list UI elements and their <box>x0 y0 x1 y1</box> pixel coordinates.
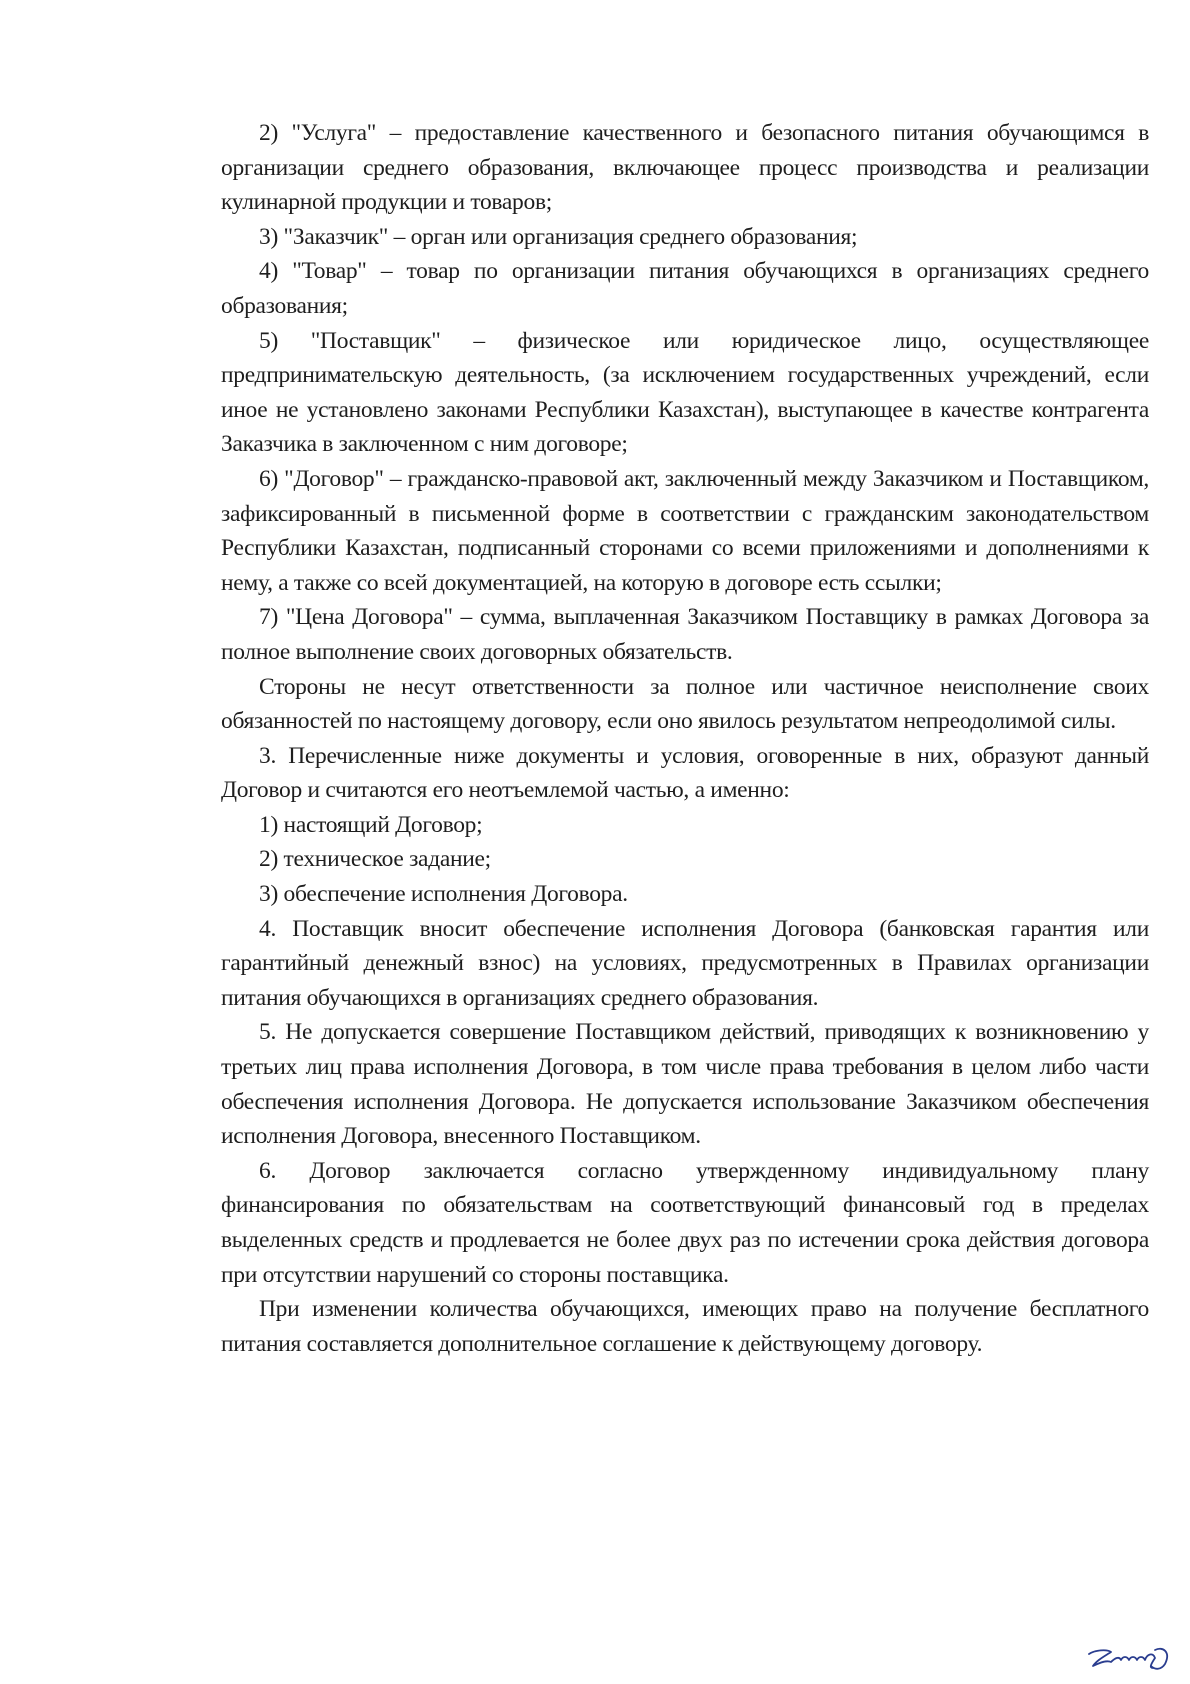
clause-3-item-1: 1) настоящий Договор; <box>259 811 483 838</box>
handwritten-signature <box>1085 1640 1175 1674</box>
definition-goods: 4) "Товар" – товар по организации питания обучающихся в организациях среднего образования; <box>221 258 1149 319</box>
definition-contract: 6) "Договор" – гражданско-правовой акт, заключенный между Заказчиком и Поставщиком, зафиксированный в письменной форме в соответствии с гражданским законодательством Республики Казахстан, подписанный сторонами со всеми приложениями и дополнениями к нему, а также со всей документацией, на которую в договоре есть ссылки; <box>221 465 1149 596</box>
definition-contract-price: 7) "Цена Договора" – сумма, выплаченная Заказчиком Поставщику в рамках Договора за полное выполнение своих договорных обязательств. <box>221 604 1149 665</box>
force-majeure-paragraph: Стороны не несут ответственности за полное или частичное неисполнение своих обязанностей по настоящему договору, если оно явилось результатом непреодолимой силы. <box>221 673 1149 735</box>
clause-3-item-3: 3) обеспечение исполнения Договора. <box>259 881 628 908</box>
student-count-change-paragraph: При изменении количества обучающихся, имеющих право на получение бесплатного питания составляется дополнительное соглашение к действующему договору. <box>221 1296 1149 1357</box>
clause-6: 6. Договор заключается согласно утвержденному индивидуальному плану финансирования по обязательствам на соответствующий финансовый год в пределах выделенных средств и продлевается не более двух раз по истечении срока действия договора при отсутствии нарушений со стороны поставщика. <box>221 1157 1149 1288</box>
definition-service: 2) "Услуга" – предоставление качественного и безопасного питания обучающимся в организации среднего образования, включающее процесс производства и реализации кулинарной продукции и товаров; <box>221 120 1149 216</box>
clause-5: 5. Не допускается совершение Поставщиком действий, приводящих к возникновению у третьих лиц права исполнения Договора, в том числе права требования в целом либо части обеспечения исполнения Договора. Не допускается использование Заказчиком обеспечения исполнения Договора, внесенного Поставщиком. <box>221 1019 1149 1150</box>
document-page <box>221 116 1149 1361</box>
definition-supplier: 5) "Поставщик" – физическое или юридическое лицо, осуществляющее предпринимательскую деятельность, (за исключением государственных учреждений, если иное не установлено законами Республики Казахстан), выступающее в качестве контрагента Заказчика в заключенном с ним договоре; <box>221 327 1149 458</box>
clause-3: 3. Перечисленные ниже документы и условия, оговоренные в них, образуют данный Договор и считаются его неотъемлемой частью, а именно: <box>221 742 1149 804</box>
clause-4: 4. Поставщик вносит обеспечение исполнения Договора (банковская гарантия или гарантийный денежный взнос) на условиях, предусмотренных в Правилах организации питания обучающихся в организациях среднего образования. <box>221 915 1149 1011</box>
clause-3-item-2: 2) техническое задание; <box>259 846 491 873</box>
definition-customer: 3) "Заказчик" – орган или организация среднего образования; <box>259 223 858 250</box>
